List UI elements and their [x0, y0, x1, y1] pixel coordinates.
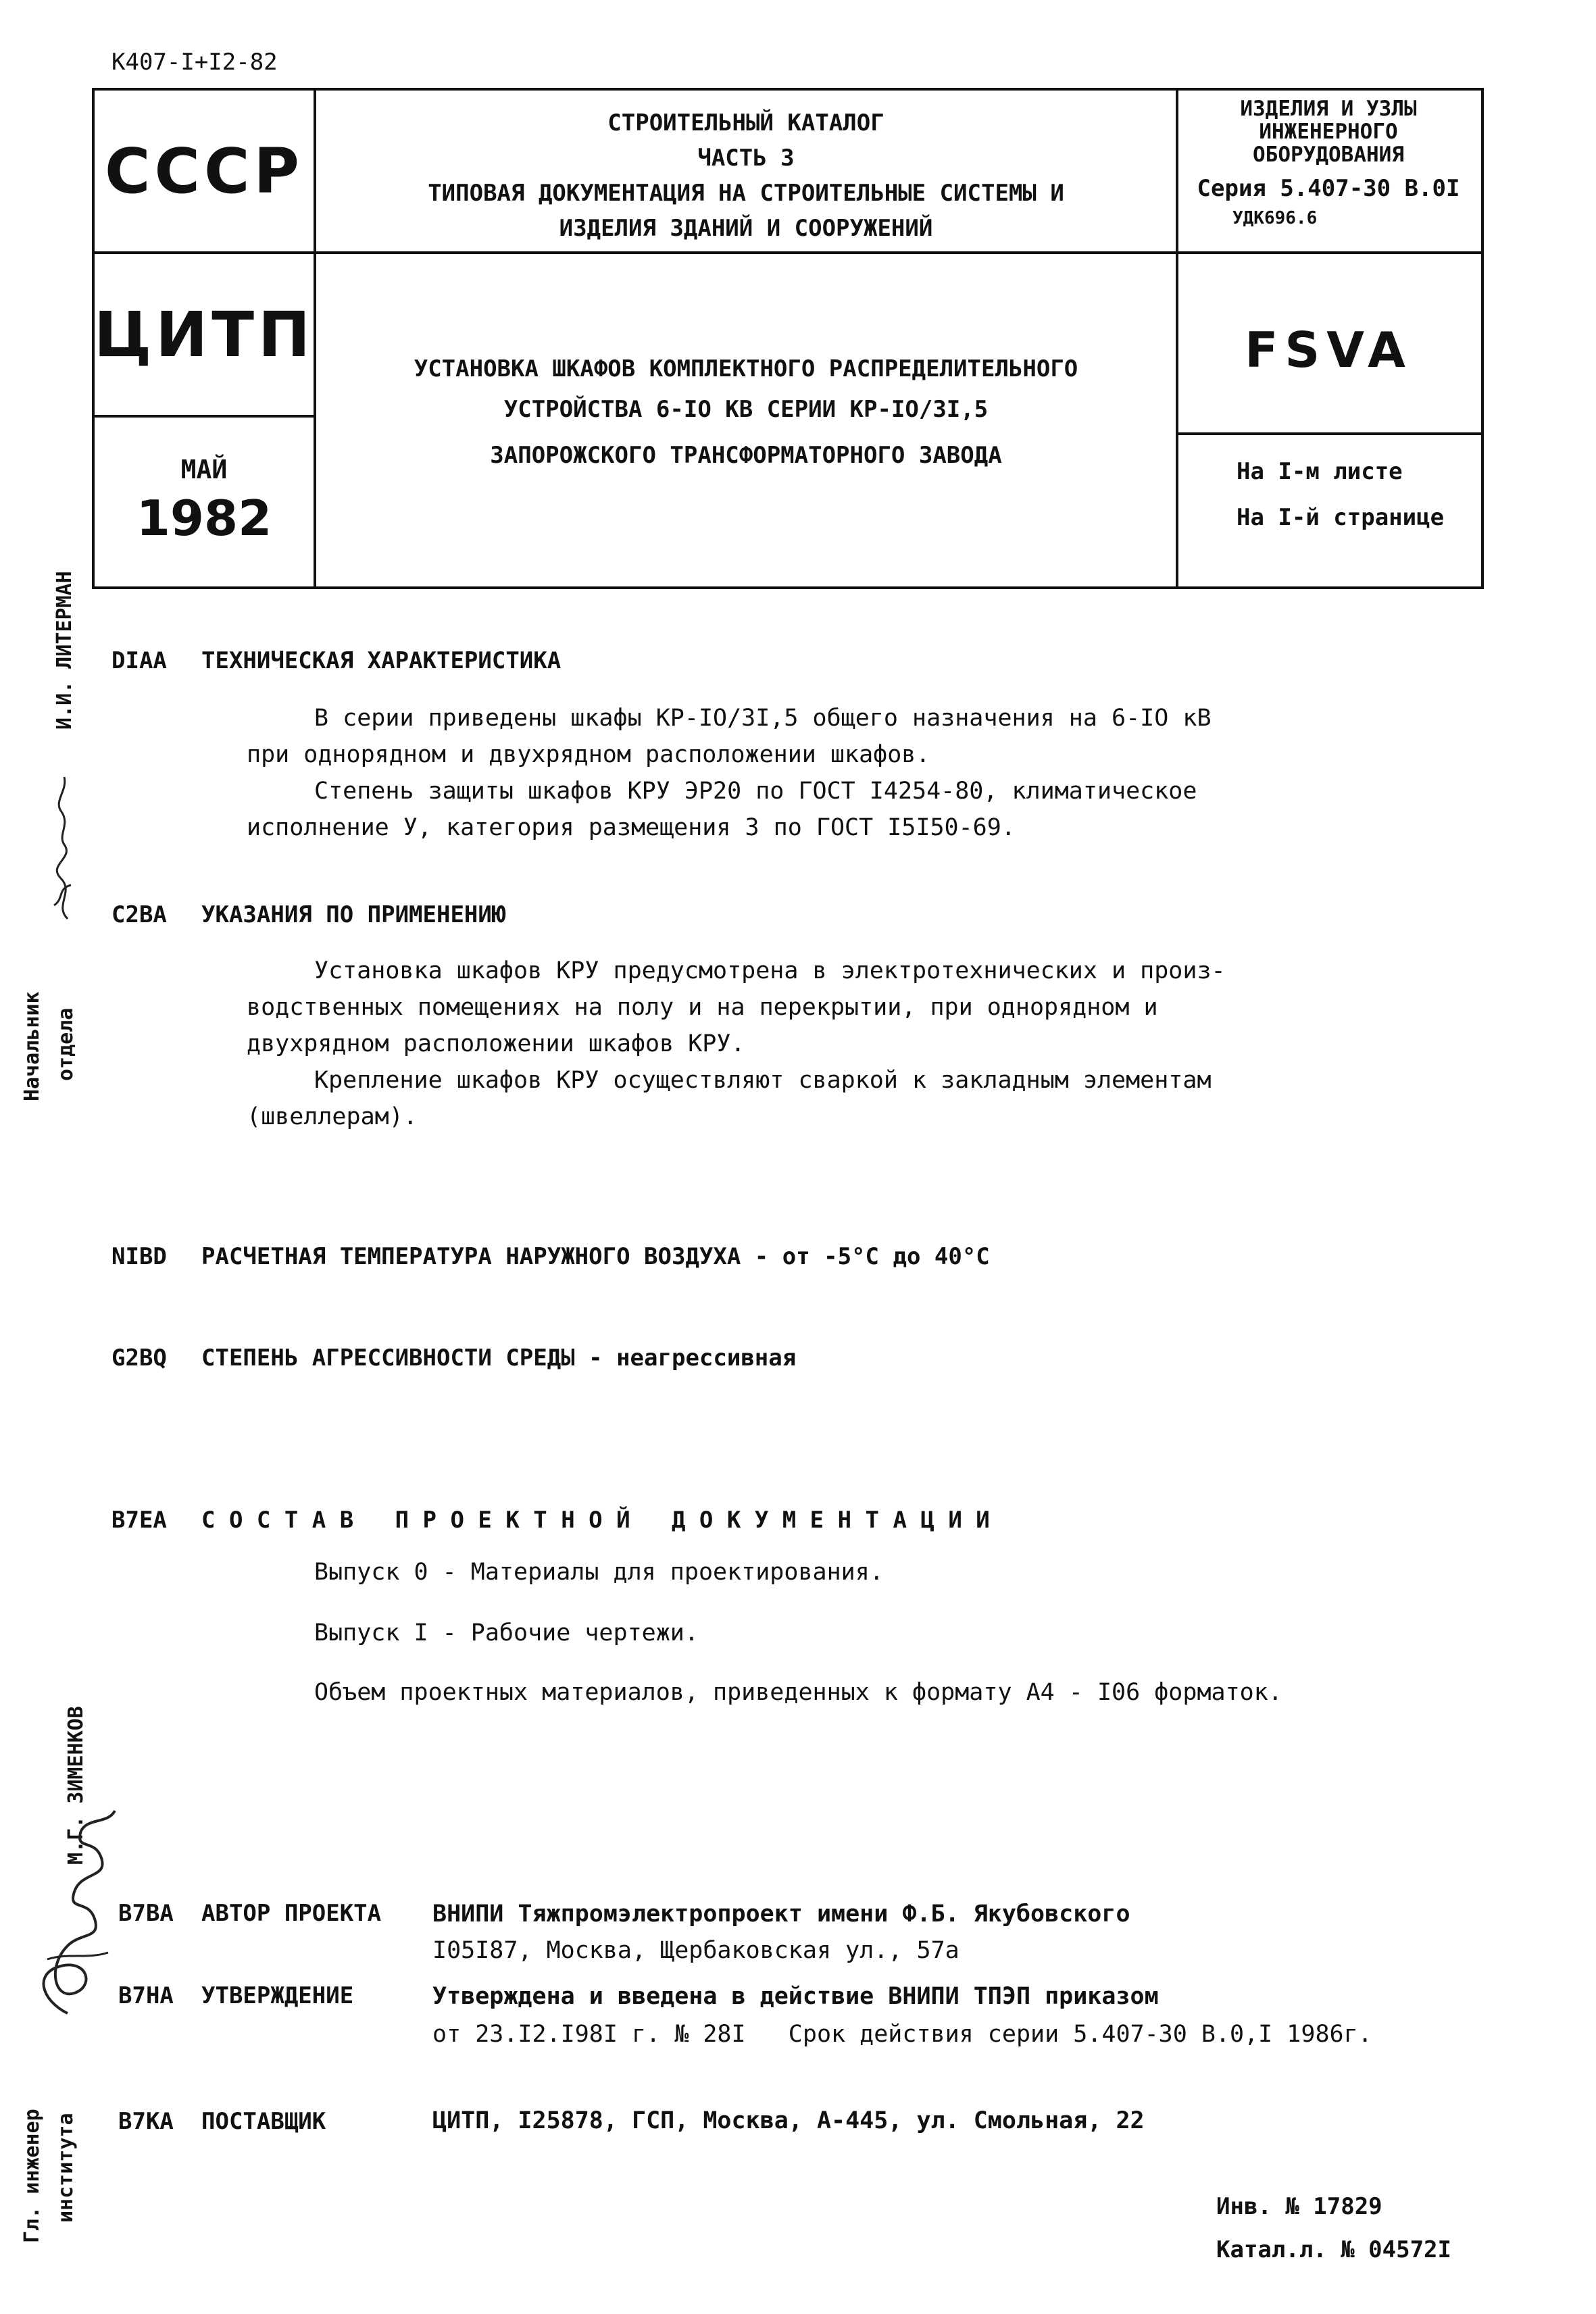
section-code: B7KA — [118, 2108, 174, 2135]
org-label: ЦИТП — [93, 298, 315, 371]
section-code: NIBD — [111, 1243, 167, 1270]
margin-role-head: Начальник — [20, 991, 44, 1101]
section-code: DIAA — [111, 647, 167, 674]
page-count: На I-й странице — [1237, 504, 1445, 531]
doc-number: К407-I+I2-82 — [111, 49, 278, 76]
margin-name-literman: И.И. ЛИТЕРМАН — [53, 571, 76, 730]
margin-role-dept: отдела — [54, 1007, 78, 1081]
margin-role-institute: института — [54, 2113, 78, 2223]
signature-literman — [41, 770, 88, 926]
section-label: АВТОР ПРОЕКТА — [201, 1900, 382, 1927]
section-code: B7BA — [118, 1900, 174, 1927]
section-code: G2BQ — [111, 1344, 167, 1372]
section-label: УТВЕРЖДЕНИЕ — [201, 1982, 354, 2009]
country-label: СССР — [105, 134, 303, 207]
section-text: РАСЧЕТНАЯ ТЕМПЕРАТУРА НАРУЖНОГО ВОЗДУХА - от -5°С до 40°С — [201, 1243, 990, 1270]
section-title: С О С Т А В П Р О Е К Т Н О Й Д О К У М Е Н Т А Ц И И — [201, 1507, 990, 1534]
section-text: СТЕПЕНЬ АГРЕССИВНОСТИ СРЕДЫ - неагрессивная — [201, 1344, 797, 1372]
document-title: УСТАНОВКА ШКАФОВ КОМПЛЕКТНОГО РАСПРЕДЕЛИТЕЛЬНОГО УСТРОЙСТВА 6-IO КВ СЕРИИ КР-IO/3I,5 ЗАПОРОЖСКОГО ТРАНСФОРМАТОРНОГО ЗАВОДА — [414, 355, 1078, 469]
margin-role-chief: Гл. инженер — [20, 2109, 44, 2243]
section-code: B7HA — [118, 1982, 174, 2009]
year-label: 1982 — [136, 490, 272, 547]
section-title: ТЕХНИЧЕСКАЯ ХАРАКТЕРИСТИКА — [201, 647, 562, 674]
section-label: ПОСТАВЩИК — [201, 2108, 326, 2135]
classifier-code: FSVA — [1245, 322, 1412, 378]
section-code: C2BA — [111, 901, 167, 928]
sheet-count: На I-м листе — [1237, 458, 1403, 485]
catalog-sheet-number: Катал.л. № 04572I — [1216, 2236, 1451, 2263]
signature-zimenkov — [27, 1797, 128, 2027]
month-label: МАЙ — [180, 455, 228, 484]
section-title: УКАЗАНИЯ ПО ПРИМЕНЕНИЮ — [201, 901, 506, 928]
margin-name-zimenkov: М.Г. ЗИМЕНКОВ — [64, 1706, 88, 1865]
inventory-number: Инв. № 17829 — [1216, 2193, 1382, 2220]
right-top-block: ИЗДЕЛИЯ И УЗЛЫ ИНЖЕНЕРНОГО ОБОРУДОВАНИЯ Серия 5.407-30 В.0I УДК696.6 — [1197, 97, 1460, 228]
section-code: B7EA — [111, 1507, 167, 1534]
catalog-block: СТРОИТЕЛЬНЫЙ КАТАЛОГ ЧАСТЬ 3 ТИПОВАЯ ДОКУМЕНТАЦИЯ НА СТРОИТЕЛЬНЫЕ СИСТЕМЫ И ИЗДЕЛИЯ ЗДАНИЙ И СООРУЖЕНИЙ — [428, 109, 1064, 242]
